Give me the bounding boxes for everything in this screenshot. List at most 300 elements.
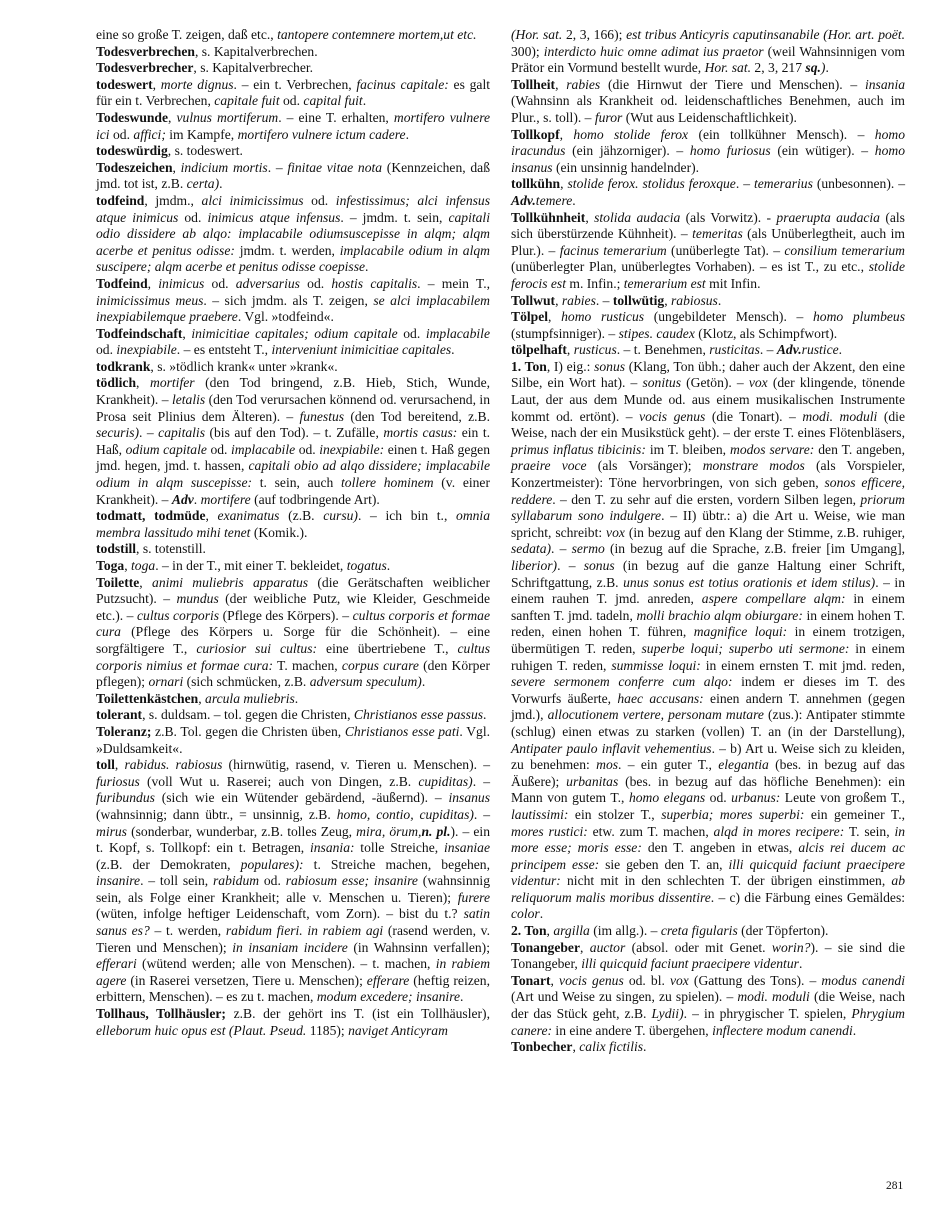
- entry-text: .: [405, 126, 409, 142]
- entry-text: od.: [259, 873, 286, 889]
- latin-term: corpus curare: [341, 657, 419, 673]
- dictionary-entry: [511, 77, 905, 127]
- entry-text: (als Vorsänger);: [586, 458, 703, 474]
- latin-term: furiosus: [96, 773, 140, 789]
- latin-term: rabies: [566, 76, 601, 92]
- latin-term: capitali obio ad alqo dissidere; implacabile odium in alqm suscepisse:: [96, 458, 490, 491]
- entry-text: (ein tollkühner Mensch). –: [688, 126, 875, 142]
- entry-headword: todeswert: [96, 76, 153, 92]
- entry-text: t. Streiche machen, begehen,: [303, 856, 490, 872]
- latin-term: modus canendi: [821, 972, 905, 988]
- latin-term: rusticus: [573, 342, 617, 358]
- latin-term: Hor. sat.: [704, 60, 752, 76]
- latin-term: in more esse; moris esse:: [511, 823, 906, 856]
- latin-term: sonus: [594, 358, 626, 374]
- entry-text: ein gemeiner T.,: [804, 806, 905, 822]
- latin-term: insaniae: [443, 840, 491, 856]
- dictionary-entry: [96, 110, 490, 143]
- entry-text: . –: [557, 558, 584, 573]
- entry-text: einen t. Haß gegen jmd. hegen, jmd. t. hassen,: [96, 441, 491, 474]
- entry-text: .: [643, 1039, 647, 1055]
- entry-headword: Todeswunde: [96, 109, 169, 125]
- entry-headword: tolerant: [96, 707, 143, 723]
- entry-text: ,: [548, 309, 562, 325]
- dictionary-entry: [96, 691, 490, 708]
- entry-text: od.: [204, 275, 236, 291]
- dictionary-entry: [511, 359, 905, 923]
- latin-term: Phrygium canere:: [511, 1006, 905, 1038]
- entry-text: indem er dieses im T. des Vorwurfs äußerte,: [511, 674, 905, 706]
- latin-term: creta figularis: [660, 923, 738, 939]
- dictionary-entry: [511, 940, 905, 973]
- entry-text: tolle Streiche,: [354, 840, 444, 856]
- latin-term: morte dignus: [160, 76, 234, 92]
- entry-headword: Todesverbrechen: [96, 43, 195, 59]
- latin-term: vulnus mortiferum: [176, 109, 279, 125]
- entry-text: .: [539, 906, 544, 922]
- latin-term: modi. moduli: [802, 408, 878, 424]
- entry-text: (die Tonart). –: [705, 408, 803, 424]
- entry-text: ,: [124, 558, 132, 573]
- dictionary-entry: [511, 923, 905, 940]
- latin-term: modos servare:: [730, 441, 815, 457]
- entry-text: (ungebildeter Mensch). –: [644, 309, 813, 325]
- latin-term: Christianos esse pati: [344, 723, 460, 739]
- entry-text: .: [451, 342, 455, 358]
- entry-text: .: [838, 342, 843, 358]
- entry-text: . – toll sein,: [140, 873, 213, 889]
- latin-term: mos: [596, 757, 619, 773]
- latin-term: capitali odio dissidere ab alqo: implacabile odiumsuscepisse in alqm; alqm acerbe et penitus odisse:: [96, 209, 490, 258]
- dictionary-entry: [96, 541, 490, 558]
- entry-text: 1185);: [306, 1022, 349, 1038]
- entry-text: (unüberlegter Plan, unüberlegtes Vorhaben). – es ist T., zu etc.,: [511, 259, 869, 275]
- entry-text: . –: [551, 541, 572, 557]
- latin-term: (Hor. sat.: [511, 27, 563, 42]
- dictionary-entry: [511, 210, 905, 293]
- latin-term: priorum syllabarum sono indulgere: [511, 491, 905, 524]
- latin-term: furibundus: [96, 790, 155, 806]
- entry-headword: todeswürdig: [96, 143, 168, 159]
- latin-term: auctor: [589, 939, 626, 955]
- latin-term: capitalis: [158, 425, 205, 441]
- entry-text: im T. bleiben,: [645, 441, 730, 457]
- entry-text: (als Unüberlegtheit, auch im Plur.). –: [511, 226, 905, 258]
- latin-term: illi quicquid faciunt praecipere videntur:: [511, 856, 905, 889]
- abbreviation: Adv.: [776, 342, 802, 358]
- entry-text: . – b) Art u. Weise sich zu kleiden, zu benehmen:: [511, 740, 905, 773]
- entry-text: .: [193, 491, 201, 507]
- entry-text: ,: [152, 76, 161, 92]
- entry-text: ,: [580, 939, 590, 955]
- left-column: [96, 27, 490, 1039]
- latin-term: Antipater paulo inflavit vehementius: [511, 740, 712, 756]
- entry-text: (unüberlegte Tat). –: [666, 242, 785, 258]
- latin-term: populares):: [240, 856, 304, 872]
- latin-term: inflectere modum canendi: [712, 1022, 853, 1038]
- dictionary-entry: [96, 193, 490, 276]
- entry-text: (Pflege des Körpers u. Sorge für die Schönheit). – eine sorgfältigere T.,: [96, 624, 490, 656]
- latin-term: furere: [457, 889, 490, 905]
- latin-term: inexpiabile: [116, 342, 177, 358]
- entry-text: (Wut aus Leidenschaftlichkeit).: [622, 109, 797, 125]
- entry-text: in einem trotzigen, übermütigen T. reden,: [511, 624, 905, 656]
- entry-text: . –: [472, 773, 491, 789]
- entry-text: (den Tod bereitend, z.B.: [344, 408, 490, 424]
- entry-headword: toll: [96, 757, 115, 773]
- entry-headword: Tollkopf: [511, 126, 560, 142]
- entry-text: . –: [267, 159, 288, 175]
- latin-term: in insaniam incidere: [232, 939, 348, 955]
- entry-text: in einem sanften T. jmd. tadeln,: [511, 591, 905, 623]
- latin-term: allocutionem vertere, personam mutare: [547, 707, 764, 723]
- entry-text: (sich schmücken, z.B.: [183, 674, 310, 690]
- entry-text: (z.B.: [279, 508, 324, 524]
- entry-text: (wütend werden; alle von Menschen). – t. machen,: [136, 956, 436, 972]
- dictionary-entry: [511, 342, 905, 359]
- entry-text: ,: [560, 176, 568, 192]
- entry-text: , jmdm.,: [144, 192, 202, 208]
- latin-term: inimicissimus meus: [96, 292, 204, 308]
- entry-text: . – c) die Färbung eines Gemäldes:: [710, 889, 906, 905]
- latin-term: alcis rei ducem ac principem esse:: [511, 840, 905, 872]
- entry-text: (bes. in bezug auf das höfliche Benehmen): ein Mann von gutem T.,: [511, 773, 905, 806]
- latin-term: mortifero vulnere ici: [96, 109, 491, 142]
- entry-text: (die Hirnwut der Tiere und Menschen). –: [600, 76, 865, 92]
- entry-text: , s. Kapitalverbrechen.: [194, 43, 318, 59]
- dictionary-entry: [96, 375, 490, 508]
- entry-text: .: [421, 674, 426, 690]
- entry-text: einen andern T. annehmen (gegen jmd.),: [511, 690, 905, 723]
- latin-term: finitae vitae nota: [287, 159, 383, 175]
- entry-text: – t. werden,: [149, 923, 226, 939]
- latin-term: sonitus: [642, 375, 681, 391]
- dictionary-entry: [96, 558, 490, 575]
- latin-term: mortifero vulnere ictum cadere: [237, 126, 406, 142]
- latin-term: color: [511, 906, 540, 922]
- latin-term: certa): [186, 176, 220, 192]
- latin-term: haec accusans:: [617, 690, 704, 706]
- latin-term: toga: [131, 558, 156, 573]
- latin-term: inimicus atque infensus: [207, 209, 341, 225]
- latin-term: adversum speculum): [309, 674, 422, 690]
- entry-text: . – in der T., mit einer T. bekleidet,: [155, 558, 347, 573]
- entry-text: z.B. der gehört ins T. (ist ein Tollhäusler),: [225, 1006, 490, 1022]
- entry-headword: 2. Ton: [511, 923, 547, 939]
- latin-term: sedata): [511, 541, 552, 557]
- entry-headword: Todfeind: [96, 275, 148, 291]
- latin-term: rabies: [561, 292, 596, 308]
- entry-text: ein t. Haß,: [96, 425, 490, 457]
- entry-text: (der weibliche Putz, wie Kleider, Geschmeide etc.). –: [96, 591, 490, 623]
- entry-text: (im allg.). –: [589, 923, 661, 939]
- entry-text: (die Weise, nach der das Stück geht, z.B.: [511, 989, 905, 1022]
- entry-text: eine so große T. zeigen, daß etc.,: [96, 27, 278, 42]
- latin-term: odium capitale: [125, 441, 207, 457]
- latin-term: sermo: [571, 541, 605, 557]
- entry-text: od.: [206, 441, 231, 457]
- entry-text: ,: [550, 972, 560, 988]
- dictionary-entry: [96, 160, 490, 193]
- entry-text: (den Körper pflegen);: [96, 657, 491, 690]
- entry-headword: Todfeindschaft: [96, 325, 183, 341]
- entry-text: od. bl.: [623, 972, 670, 988]
- latin-term: exanimatus: [217, 508, 280, 524]
- abbreviation: Adv.: [511, 192, 536, 208]
- latin-term: homo iracundus: [511, 126, 905, 159]
- entry-text: (hirnwütig, rasend, v. Tieren u. Menschen). –: [222, 757, 490, 773]
- entry-text: , s. todeswert.: [167, 143, 243, 159]
- entry-text: od.: [279, 93, 304, 109]
- latin-term: worin?: [771, 939, 811, 955]
- entry-text: od.: [109, 126, 134, 142]
- latin-term: mirus: [96, 823, 127, 839]
- latin-term: mira, örum,: [356, 823, 422, 839]
- entry-text: T. machen,: [273, 657, 342, 673]
- entry-text: .: [294, 690, 299, 706]
- dictionary-entry: [511, 27, 905, 77]
- dictionary-entry: [96, 707, 490, 724]
- latin-term: molli brachio alqm obiurgare:: [636, 607, 803, 623]
- latin-term: furor: [594, 109, 623, 125]
- entry-text: od.: [705, 790, 732, 806]
- dictionary-entry: [511, 973, 905, 1039]
- entry-text: ,: [136, 375, 150, 391]
- entry-text: (z.B. der Demokraten,: [96, 856, 241, 872]
- entry-text: jmdm. t. werden,: [234, 242, 340, 258]
- latin-term: elegantia: [718, 757, 769, 773]
- latin-term: facinus capitale:: [356, 76, 449, 92]
- entry-text: (in Wahnsinn verfallen);: [347, 939, 490, 955]
- entry-text: . – ich bin t.,: [357, 508, 457, 524]
- entry-text: .: [717, 292, 722, 308]
- dictionary-entry: [96, 143, 490, 160]
- entry-text: (als Vorwitz). -: [680, 209, 777, 225]
- dictionary-entry: [96, 1006, 490, 1039]
- entry-text: . – den T. zu sehr auf die ersten, vordern Silben legen,: [552, 491, 861, 507]
- latin-term: cultus corporis nimius et formae cura:: [96, 640, 490, 673]
- entry-headword: Tonbecher: [511, 1039, 573, 1055]
- latin-term: elleborum huic opus est (Plaut. Pseud.: [96, 1022, 307, 1038]
- entry-text: im Kampfe,: [165, 126, 238, 142]
- entry-headword: 1. Ton: [511, 358, 547, 374]
- entry-text: . – in einem rauhen T. jmd. anreden,: [511, 574, 905, 607]
- entry-headword: Toleranz;: [96, 723, 152, 739]
- entry-text: (wahnsinnig; dann übtr., = unsinnig, z.B.: [96, 806, 337, 822]
- latin-term: homo plumbeus: [813, 309, 905, 325]
- entry-text: ,: [139, 574, 153, 590]
- entry-text: ,: [585, 209, 595, 225]
- entry-text: . – in phrygischer T. spielen,: [683, 1006, 852, 1022]
- entry-text: t. sein, auch: [252, 475, 342, 491]
- latin-term: insanus: [448, 790, 490, 806]
- entry-text: ,: [182, 325, 192, 341]
- entry-text: . – sich jmdm. als T. zeigen,: [203, 292, 374, 308]
- entry-text: (unbesonnen). –: [812, 176, 906, 192]
- entry-text: (bis auf den Tod). – t. Zufälle,: [205, 425, 384, 441]
- latin-term: sonus: [583, 558, 615, 573]
- entry-text: (in bezug auf die ganze Haltung einer Schrift, Schriftgattung, z.B.: [511, 558, 906, 590]
- entry-text: es galt für ein t. Verbrechen,: [96, 76, 491, 109]
- entry-text: od.: [295, 441, 320, 457]
- latin-term: stipes. caudex: [618, 325, 695, 341]
- entry-text: eine übertriebene T.,: [317, 640, 458, 656]
- entry-text: ,: [566, 342, 574, 358]
- latin-term: se alci implacabilem inexpiabilemque praebere: [96, 292, 490, 325]
- entry-headword: Toilettenkästchen: [96, 690, 199, 706]
- entry-text: . – mein T.,: [417, 275, 490, 291]
- entry-text: od.: [299, 275, 332, 291]
- abbreviation: Adv: [171, 491, 194, 507]
- entry-text: od.: [397, 325, 426, 341]
- dictionary-entry: [511, 176, 905, 209]
- dictionary-entry: [96, 757, 490, 1006]
- entry-text: m. Infin.;: [566, 275, 624, 291]
- entry-text: (der klingende, tönende Laut, der aus dem Munde od. aus einem musikalischen Instrumente kommt od. ertönt). –: [511, 375, 905, 424]
- latin-term: rabiosus: [671, 292, 718, 308]
- latin-term: homo rusticus: [561, 309, 645, 325]
- latin-term: infestissimus; alci infensus atque inimicus: [96, 192, 490, 225]
- latin-term: argilla: [553, 923, 590, 939]
- entry-text: . – ein t. Verbrechen,: [233, 76, 357, 92]
- latin-term: vox: [606, 524, 625, 540]
- entry-text: (in bezug auf die Sprache, z.B. freier [im Umgang],: [604, 541, 905, 557]
- latin-term: mortis casus:: [383, 425, 458, 441]
- entry-text: ein stolzer T.,: [568, 806, 662, 822]
- entry-text: (den Tod verursachen könnend od. verursachend, in Prosa seit Plinius dem Älteren). –: [96, 392, 490, 424]
- latin-term: alqd in mores recipere:: [713, 823, 845, 839]
- latin-term: praeire voce: [511, 458, 587, 474]
- latin-term: rusticitas: [709, 342, 760, 358]
- entry-headword: Tollhaus, Tollhäusler;: [96, 1006, 226, 1022]
- entry-text: (Komik.).: [250, 524, 308, 540]
- latin-term: vox: [748, 375, 768, 391]
- entry-text: ,: [555, 292, 562, 308]
- entry-text: in einem ruhigen T. reden,: [511, 640, 906, 673]
- latin-term: liberior): [511, 558, 558, 573]
- latin-term: unus sonus est totius orationis et idem stilus): [623, 574, 876, 590]
- latin-term: efferari: [96, 956, 137, 972]
- latin-term: Christianos esse passus: [353, 707, 484, 723]
- latin-term: adversarius: [235, 275, 300, 291]
- latin-term: summisse loqui:: [611, 657, 701, 673]
- entry-text: . Vgl. »todfeind«.: [237, 309, 334, 325]
- entry-headword: tödlich: [96, 375, 137, 391]
- entry-headword: Tonangeber: [511, 939, 580, 955]
- latin-term: interveniunt inimicitiae capitales: [271, 342, 452, 358]
- entry-text: etw. zum T. machen,: [587, 823, 714, 839]
- dictionary-entry: [96, 27, 490, 44]
- entry-text: 300);: [511, 43, 544, 59]
- latin-term: temerarius: [753, 176, 813, 192]
- entry-text: ). – sie sind die Tonangeber,: [511, 939, 906, 972]
- latin-term: superbe loqui; superbo uti sermone:: [641, 640, 850, 656]
- latin-term: cultus corporis et formae cura: [96, 607, 490, 640]
- entry-text: (voll Wut u. Raserei; auch von Dingen, z.B.: [139, 773, 419, 789]
- latin-term: inimicus: [158, 275, 205, 291]
- latin-term: affici;: [133, 126, 166, 142]
- latin-term: sonos efficere, reddere: [511, 475, 905, 507]
- latin-term: capital fuit: [303, 93, 363, 109]
- latin-term: calix fictilis: [579, 1039, 644, 1055]
- latin-term: homo elegans: [628, 790, 706, 806]
- entry-text: . –: [735, 176, 754, 192]
- latin-term: inimicitiae capitales; odium capitale: [191, 325, 398, 341]
- latin-term: praerupta audacia: [776, 209, 880, 225]
- entry-text: . –: [595, 292, 613, 308]
- latin-term: homo insanus: [511, 143, 905, 175]
- entry-text: .: [386, 558, 391, 573]
- entry-text: (wahnsinnig sein, als Folge einer Krankheit; alle v. Menschen u. Tieren);: [96, 873, 490, 905]
- latin-term: mortifere: [200, 491, 251, 507]
- entry-text: (als Vorspieler, Konzertmeister): Töne hervorbringen, von sich geben,: [511, 458, 906, 491]
- entry-text: (als sich überstürzende Kühnheit). –: [511, 209, 905, 242]
- entry-text: ,: [168, 109, 177, 125]
- latin-term: interdicto huic omne adimat ius praetor: [543, 43, 764, 59]
- dictionary-entry: [96, 44, 490, 61]
- latin-term: letalis: [171, 392, 206, 408]
- entry-text: (ein wütiger). –: [770, 143, 875, 159]
- latin-term: vocis genus: [559, 972, 624, 988]
- latin-term: superbia; mores superbi:: [661, 806, 805, 822]
- entry-text: . – eine T. erhalten,: [278, 109, 394, 125]
- entry-text: . – II) übtr.: a) die Art u. Weise, wie man spricht, schreibt:: [511, 508, 905, 540]
- entry-text: (heftig reizen, erbittern, Menschen). – es zu t. machen,: [96, 972, 490, 1005]
- latin-term: facinus temerarium: [559, 242, 667, 258]
- latin-term: lautissimi:: [511, 806, 569, 822]
- latin-term: insanire: [96, 873, 141, 889]
- latin-term: urbanus:: [731, 790, 781, 806]
- dictionary-entry: [96, 77, 490, 110]
- entry-text: (in Raserei versetzen, Tiere u. Menschen);: [126, 972, 367, 988]
- entry-text: (den Tod bringend, z.B. Hieb, Stich, Wunde, Krankheit). –: [96, 375, 491, 408]
- latin-term: rustice: [801, 342, 839, 358]
- latin-term: mundus: [176, 591, 219, 607]
- entry-text: (bes. in bezug auf das Äußere);: [511, 757, 905, 789]
- entry-text: in einem ernsten T. mit jmd. reden,: [700, 657, 905, 673]
- entry-text: (in bezug auf den Klang der Stimme, z.B. ruhiger,: [624, 524, 905, 540]
- latin-term: arcula muliebris: [205, 690, 295, 706]
- entry-text: .: [460, 989, 464, 1005]
- latin-term: mortifer: [150, 375, 195, 391]
- latin-term: efferare: [366, 972, 410, 988]
- latin-term: modi. moduli: [737, 989, 810, 1005]
- entry-text: ,: [559, 126, 574, 142]
- entry-text: (sonderbar, wunderbar, z.B. tolles Zeug,: [126, 823, 357, 839]
- latin-term: aspere compellare alqm:: [701, 591, 846, 607]
- entry-headword: Todesverbrecher: [96, 60, 194, 76]
- entry-headword: Tölpel: [511, 309, 549, 325]
- latin-term: togatus: [346, 558, 387, 573]
- entry-headword: todmatt, todmüde: [96, 508, 206, 524]
- entry-text: ,: [555, 76, 567, 92]
- latin-term: est tribus Anticyris caputinsanabile (Hor. art. poët.: [626, 27, 906, 42]
- entry-text: od.: [178, 209, 208, 225]
- latin-term: ab reliquorum malis moribus dissentire: [511, 873, 905, 905]
- entry-headword: tollkühn: [511, 176, 561, 192]
- latin-term: hostis capitalis: [331, 275, 418, 291]
- latin-term: indicium mortis: [180, 159, 268, 175]
- latin-term: rabidum: [212, 873, 260, 889]
- latin-term: cupiditas): [418, 773, 473, 789]
- abbreviation: n. pl.: [421, 823, 451, 839]
- latin-term: stolide ferocis est: [511, 259, 905, 291]
- entry-text: Leute von großem T.,: [780, 790, 905, 806]
- latin-term: rabidus. rabiosus: [124, 757, 223, 773]
- entry-text: (rasend werden, v. Tieren und Menschen);: [96, 923, 490, 955]
- latin-term: temere: [535, 192, 573, 208]
- latin-term: animi muliebris apparatus: [152, 574, 309, 590]
